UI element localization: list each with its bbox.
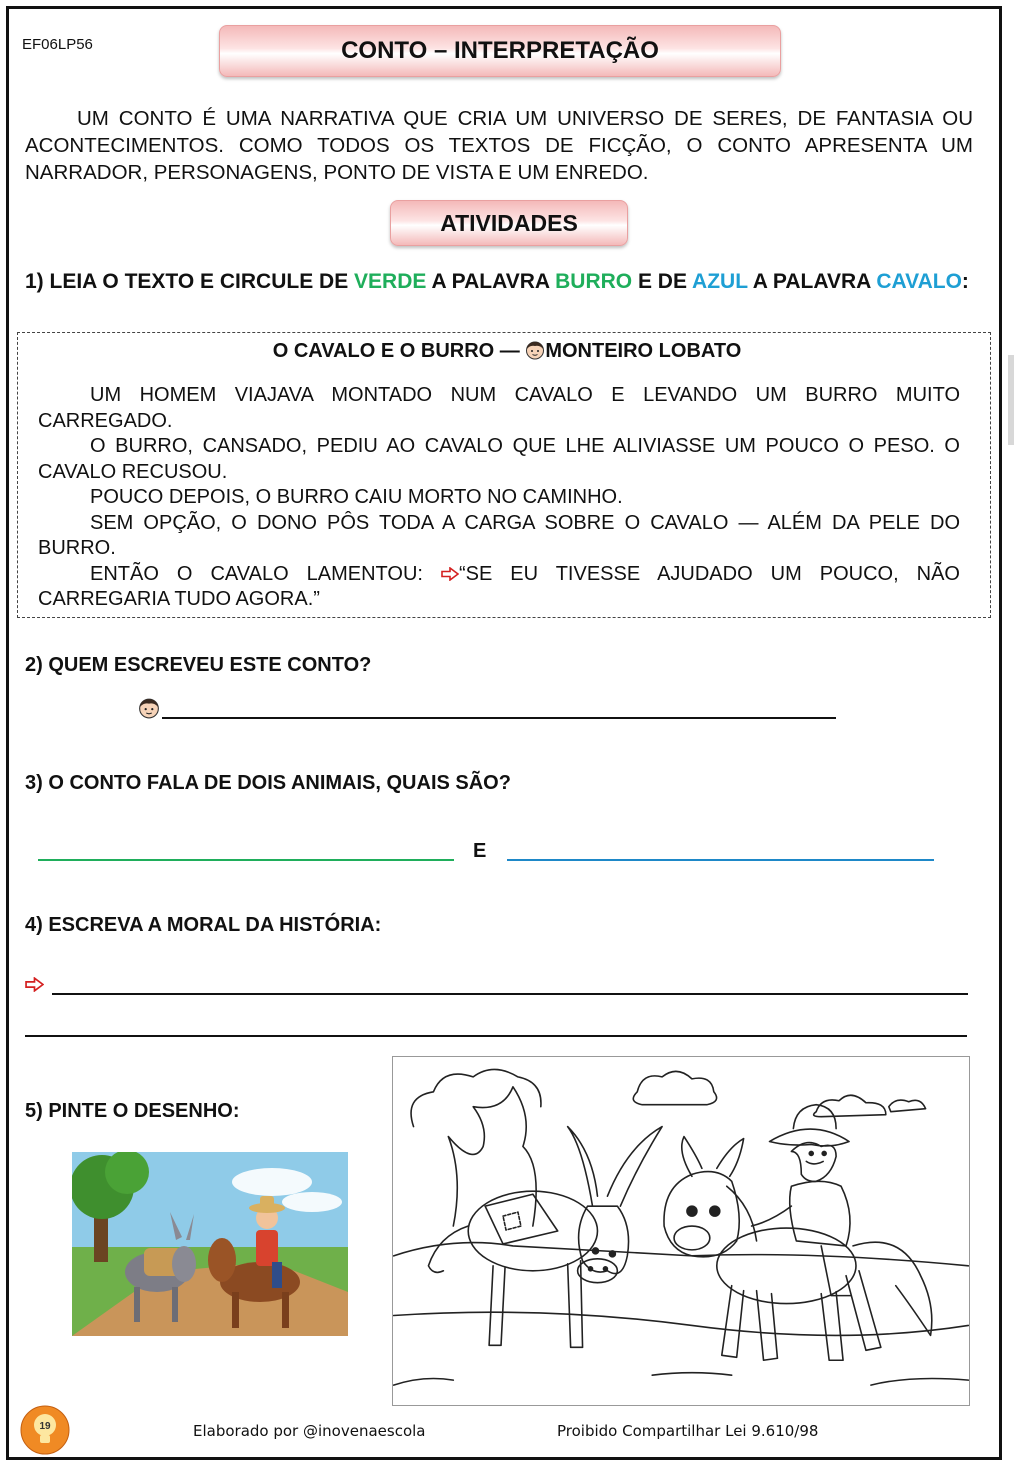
- story-paragraph: POUCO DEPOIS, O BURRO CAIU MORTO NO CAMINHO.: [90, 486, 623, 508]
- arrow-right-icon: [441, 567, 459, 581]
- story-author: MONTEIRO LOBATO: [545, 340, 742, 362]
- question-2: 2) QUEM ESCREVEU ESTE CONTO?: [25, 654, 372, 676]
- q1-text: :: [961, 270, 969, 293]
- arrow-right-icon: [25, 977, 44, 992]
- q1-text: 1) LEIA O TEXTO E CIRCULE DE: [25, 270, 355, 293]
- school-logo: [20, 1405, 70, 1455]
- story-title: [0, 340, 1014, 363]
- story-title-text: O CAVALO E O BURRO —: [272, 340, 526, 362]
- answer-line-animal-2[interactable]: [507, 859, 934, 861]
- story-paragraph: O BURRO, CANSADO, PEDIU AO CAVALO QUE LHE ALIVIASSE UM POUCO O PESO. O CAVALO RECUSOU.: [38, 435, 960, 483]
- story-text-span: ENTÃO O CAVALO LAMENTOU:: [90, 562, 441, 585]
- answer-line-animal-1[interactable]: [38, 859, 454, 861]
- story-text: [38, 383, 960, 613]
- q1-text: A PALAVRA: [747, 270, 877, 293]
- face-icon: [138, 697, 160, 719]
- coloring-drawing: [392, 1056, 970, 1406]
- word-burro: BURRO: [555, 270, 633, 293]
- question-1: [25, 268, 973, 295]
- q1-text: E DE: [632, 270, 693, 293]
- scrollbar[interactable]: [1008, 355, 1014, 445]
- footer-copyright: Proibido Compartilhar Lei 9.610/98: [557, 1422, 819, 1440]
- word-verde: VERDE: [354, 270, 427, 293]
- colored-reference-image: [72, 1152, 348, 1336]
- page-title: CONTO – INTERPRETAÇÃO: [219, 25, 781, 77]
- activities-title: ATIVIDADES: [390, 200, 628, 246]
- skill-code: EF06LP56: [22, 36, 93, 53]
- story-quote: “SE EU TIVESSE AJUDADO UM POUCO, NÃO CARREGARIA TUDO AGORA.”: [38, 562, 960, 610]
- logo-text: 19: [39, 1421, 51, 1432]
- q1-text: A PALAVRA: [426, 270, 556, 293]
- question-5: 5) PINTE O DESENHO:: [25, 1100, 240, 1122]
- intro-paragraph: UM CONTO É UMA NARRATIVA QUE CRIA UM UNIVERSO DE SERES, DE FANTASIA OU ACONTECIMENTOS. COMO TODOS OS TEXTOS DE FICÇÃO, O CONTO APRESENTA UM NARRADOR, PERSONAGENS, PONTO DE VISTA E UM ENREDO.: [25, 107, 973, 184]
- word-cavalo: CAVALO: [876, 270, 962, 293]
- answer-line-moral-1[interactable]: [52, 993, 968, 995]
- answer-line-author[interactable]: [162, 717, 836, 719]
- story-paragraph: [38, 562, 960, 613]
- connector-e: E: [473, 840, 487, 862]
- answer-line-moral-2[interactable]: [25, 1035, 967, 1037]
- question-4: 4) ESCREVA A MORAL DA HISTÓRIA:: [25, 914, 382, 936]
- word-azul: AZUL: [692, 270, 748, 293]
- question-3: 3) O CONTO FALA DE DOIS ANIMAIS, QUAIS SÃO?: [25, 772, 511, 794]
- story-paragraph: UM HOMEM VIAJAVA MONTADO NUM CAVALO E LEVANDO UM BURRO MUITO CARREGADO.: [38, 384, 960, 432]
- story-paragraph: SEM OPÇÃO, O DONO PÔS TODA A CARGA SOBRE O CAVALO — ALÉM DA PELE DO BURRO.: [38, 511, 960, 559]
- face-icon: [525, 340, 545, 360]
- footer-credit: Elaborado por @inovenaescola: [193, 1422, 426, 1440]
